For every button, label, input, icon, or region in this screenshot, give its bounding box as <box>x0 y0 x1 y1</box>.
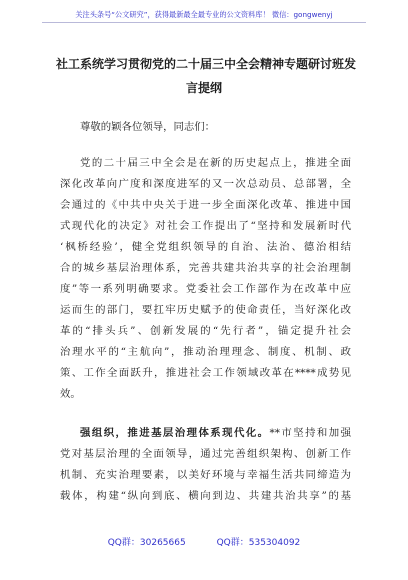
footer-qq-group-2: QQ群：535304092 <box>216 538 301 548</box>
paragraph-line: 会通过的《中共中央关于进一步全面深化改革、推进中国 <box>60 199 351 211</box>
paragraph-line: 治理水平的“主航向”，推动治理理念、制度、机制、政 <box>60 346 351 358</box>
paragraph-line: 革的“排头兵”、创新发展的“先行者”，锚定提升社会 <box>60 325 351 337</box>
paragraph-line: 效。 <box>60 388 81 400</box>
footer-contacts <box>0 535 408 548</box>
section-heading: 强组织，推进基层治理体系现代化。 <box>80 427 270 439</box>
salutation: 尊敬的颖各位领导，同志们： <box>80 121 216 133</box>
footer-qq-group-1: QQ群：30265665 <box>107 538 186 548</box>
section-lead-text: **市坚持和加强 <box>269 427 351 439</box>
paragraph-line: 载体，构建“纵向到底、横向到边、共建共治共享”的基 <box>60 490 351 502</box>
paragraph-line: ‘枫桥经验’，健全党组织领导的自治、法治、德治相结 <box>60 241 351 253</box>
paragraph-line: 深化改革向广度和深度进军的又一次总动员、总部署，全 <box>60 178 351 190</box>
paragraph-line: 党的二十届三中全会是在新的历史起点上，推进全面 <box>80 157 351 169</box>
paragraph-line: 度”等一系列明确要求。党委社会工作部作为在改革中应 <box>60 283 351 295</box>
paragraph-line: 运而生的部门，要扛牢历史赋予的使命责任，当好深化改 <box>60 304 351 316</box>
document-title-line-1: 社工系统学习贯彻党的二十届三中全会精神专题研讨班发 <box>56 57 357 71</box>
header-banner: 关注头条号“公文研究”，获得最新最全最专业的公文资料库！ 微信：gongwenyj <box>42 8 366 23</box>
paragraph-line: 策、工作全面跃升，推进社会工作领域改革在****成势见 <box>60 367 351 379</box>
paragraph-line: 机制、充实治理要素，以美好环境与幸福生活共同缔造为 <box>60 469 351 481</box>
paragraph-line: 合的城乡基层治理体系，完善共建共治共享的社会治理制 <box>60 262 351 274</box>
section-lead-line <box>60 426 351 440</box>
paragraph-line: 党对基层治理的全面领导，通过完善组织架构、创新工作 <box>60 448 351 460</box>
paragraph-line: 式现代化的决定》对社会工作提出了“坚持和发展新时代 <box>60 220 351 232</box>
document-title-line-2: 言提纲 <box>185 81 222 95</box>
